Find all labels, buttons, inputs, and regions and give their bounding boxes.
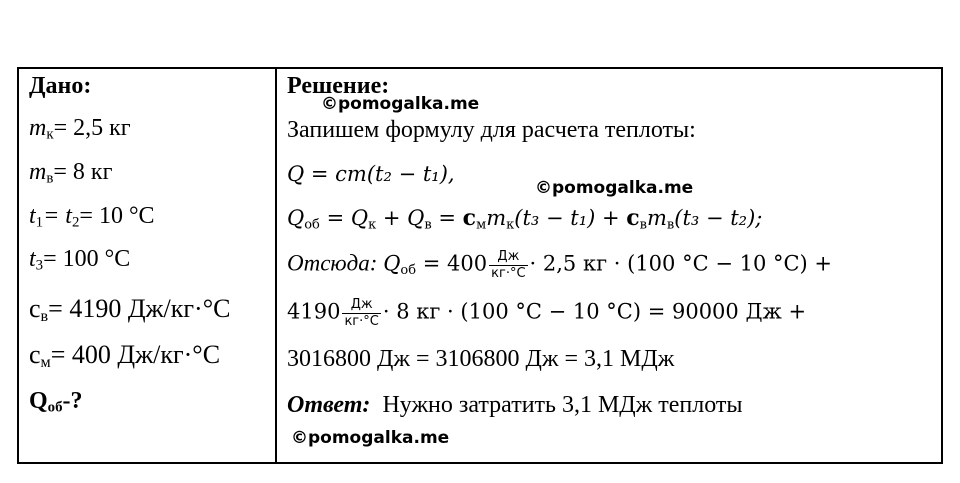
calculation-line-3: 3016800 Дж = 3106800 Дж = 3,1 МДж xyxy=(287,346,675,372)
given-heat-capacity-water: $с_в= 4190$ Дж/кг·°С xyxy=(29,294,231,326)
unit-fraction: $\frac{Дж}{кг\cdot^\circ С}$ xyxy=(344,297,379,329)
answer: Ответ: Нужно затратить 3,1 МДж теплоты xyxy=(287,392,743,418)
given-initial-temperatures: $t_1= t_2= 10$ °С xyxy=(29,203,155,231)
solution-title: Решение: xyxy=(287,73,390,99)
watermark: ©pomogalka.me xyxy=(291,428,450,448)
given-mass-calorimeter: $m_к= 2,5$ кг xyxy=(29,115,131,143)
watermark: ©pomogalka.me xyxy=(321,94,480,114)
column-divider xyxy=(275,69,277,462)
formula-heat: Q = cm(t₂ − t₁), xyxy=(287,162,455,186)
solution-intro: Запишем формулу для расчета теплоты: xyxy=(287,117,696,143)
given-heat-capacity-metal: $с_м= 400$ Дж/кг·°С xyxy=(29,340,221,372)
watermark: ©pomogalka.me xyxy=(535,178,694,198)
given-mass-water: $m_в= 8$ кг xyxy=(29,159,113,187)
solution-table xyxy=(17,67,943,464)
calculation-line-2: 4190 $\frac{Дж}{кг\cdot^\circ С}$ · 8 кг · (100 °С − 10 °С) = 90000 Дж + xyxy=(287,297,807,329)
unit-fraction: $\frac{Дж}{кг\cdot^\circ С}$ xyxy=(491,249,526,281)
calculation-line-1: Отсюда: $Q_{об} = 400$ $\frac{Дж}{кг\cdot^\circ С}$ · 2,5 кг · (100 °С − 10 °С) + xyxy=(287,249,833,281)
formula-total-heat: $Q_{об} = Q_к + Q_в = c_мm_к(t_3 - t_1) + c_вm_в(t_3 - t_2)$; xyxy=(287,205,763,233)
given-final-temperature: $t_3= 100$ °С xyxy=(29,246,131,274)
given-title: Дано: xyxy=(29,73,92,99)
given-unknown: $Q_{об}-$? xyxy=(29,388,83,416)
